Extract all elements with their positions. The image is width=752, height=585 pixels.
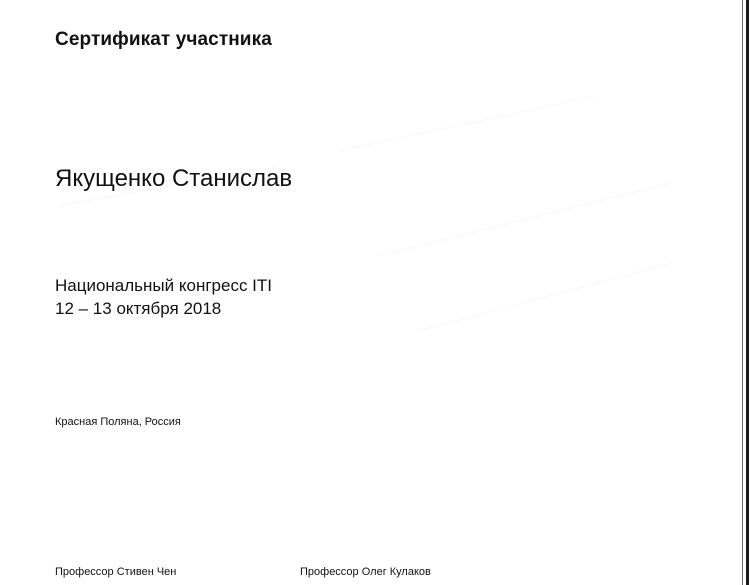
signatory-1-title-cut <box>55 580 141 585</box>
signatory-2-name: Профессор Олег Кулаков <box>300 566 431 578</box>
signatory-2-title-cut <box>300 580 348 585</box>
scan-streak <box>340 96 595 151</box>
scan-streak <box>420 263 671 331</box>
event-dates: 12 – 13 октября 2018 <box>55 299 222 318</box>
event-name: Национальный конгресс ITI <box>55 276 272 295</box>
scan-border-outer-line <box>746 0 749 585</box>
event-location: Красная Поляна, Россия <box>55 416 181 428</box>
certificate-title: Сертификат участника <box>55 29 272 50</box>
scan-border <box>740 0 752 585</box>
participant-name: Якущенко Станислав <box>55 165 293 192</box>
event-info <box>55 274 272 320</box>
signatory-1-name: Профессор Стивен Чен <box>55 566 177 578</box>
scan-streak <box>380 182 671 256</box>
scan-border-inner-line <box>742 0 743 585</box>
